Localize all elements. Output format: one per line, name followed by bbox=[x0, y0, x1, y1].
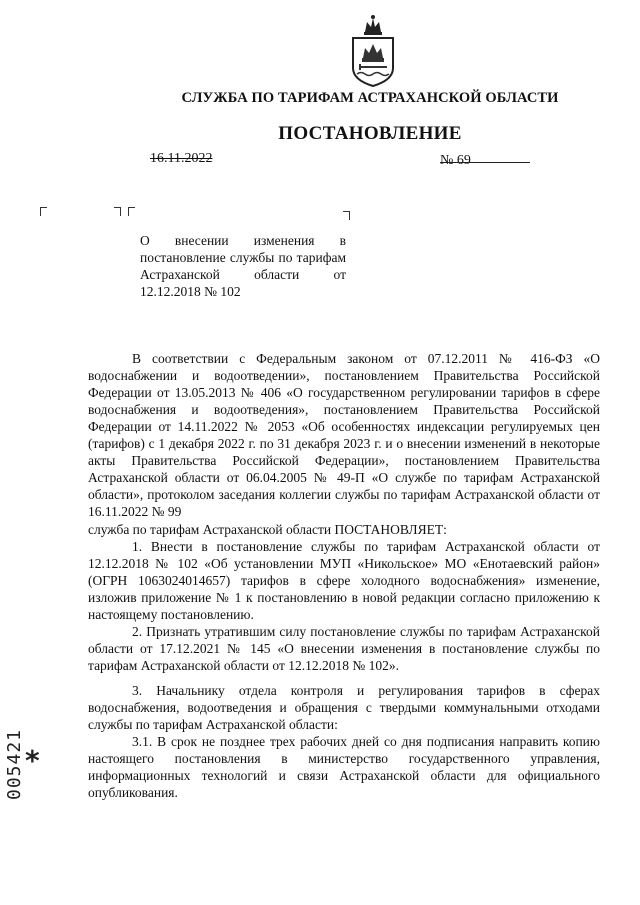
item-3-paragraph: 3. Начальнику отдела контроля и регулирования тарифов в сферах водоснабжения, водоотведения и обращения с твердыми коммунальными отходами службы по тарифам Астраханской области: bbox=[88, 683, 600, 732]
document-date: 16.11.2022 bbox=[150, 151, 213, 166]
corner-mark bbox=[114, 207, 121, 216]
margin-asterisk: * bbox=[25, 744, 40, 777]
item-1-paragraph: 1. Внести в постановление службы по тарифам Астраханской области от 12.12.2018 № 102 «Об установлении МУП «Никольское» МО «Енотаевский район» (ОГРН 1063024014657) тарифов в сфере холодного водоснабжения» изменение, изложив приложение № 1 к постановлению в новой редакции согласно приложению к настоящему постановлению. bbox=[88, 539, 600, 622]
document-body bbox=[88, 350, 600, 801]
item-3-1-paragraph: 3.1. В срок не позднее трех рабочих дней со дня подписания направить копию настоящего постановления в министерство государственного управления, информационных технологий и связи Астраханской области для официального опубликования. bbox=[88, 734, 600, 800]
corner-mark bbox=[128, 207, 135, 216]
coat-of-arms-icon bbox=[349, 14, 397, 90]
agency-name: СЛУЖБА ПО ТАРИФАМ АСТРАХАНСКОЙ ОБЛАСТИ bbox=[181, 90, 559, 106]
document-subject: О внесении изменения в постановление службы по тарифам Астраханской области от 12.12.2018 № 102 bbox=[140, 233, 346, 299]
preamble-paragraph: В соответствии с Федеральным законом от 07.12.2011 № 416-ФЗ «О водоснабжении и водоотведении», постановлением Правительства Российской Федерации от 13.05.2013 № 406 «О государственном регулировании тарифов в сфере водоснабжения и водоотведения», постановлением Правительства Российской Федерации от 14.11.2022 № 2053 «Об особенностях индексации регулируемых цен (тарифов) с 1 декабря 2022 г. по 31 декабря 2023 г. и о внесении изменений в некоторые акты Правительства Российской Федерации», постановлением Правительства Астраханской области от 06.04.2005 № 49-П «О службе по тарифам Астраханской области», протоколом заседания коллегии службы по тарифам Астраханской области от 16.11.2022 № 99 bbox=[88, 351, 600, 519]
document-type: ПОСТАНОВЛЕНИЕ bbox=[278, 123, 462, 144]
registration-serial: 005421 bbox=[4, 728, 25, 800]
decision-line: служба по тарифам Астраханской области ПОСТАНОВЛЯЕТ: bbox=[88, 522, 447, 537]
corner-mark bbox=[343, 211, 350, 220]
document-number: № 69 bbox=[440, 153, 530, 169]
corner-mark bbox=[40, 207, 47, 216]
item-2-paragraph: 2. Признать утратившим силу постановление службы по тарифам Астраханской области от 17.12.2021 № 145 «О внесении изменения в постановление службы по тарифам Астраханской области от 12.12.2018 № 102». bbox=[88, 624, 600, 673]
